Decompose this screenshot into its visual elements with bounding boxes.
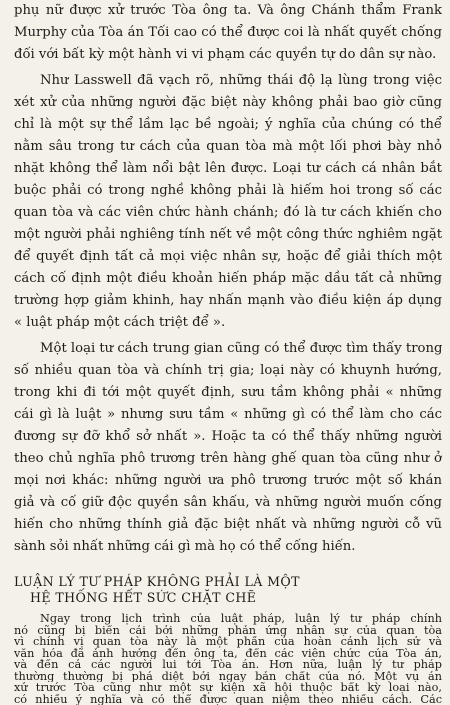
text-line: giả và cố giữ độc quyền sân khấu, và những người muốn cống [14,495,442,510]
text-line: Một loại tư cách trung gian cũng có thể được tìm thấy trong [40,341,442,356]
text-line: có nhiều ý nghĩa và có thể được quan niệm theo nhiều cách. Các [14,693,442,705]
text-line: và đến cả các người lui tới Tòa án. Hơn nữa, luận lý tư pháp [14,659,442,671]
section-heading: LUẬN LÝ TƯ PHÁP KHÔNG PHẢI LÀ MỘT [14,574,300,589]
text-line: cách cố định một điều khoản hiến pháp mặc dầu tất cả những [14,271,442,286]
text-line: sành sỏi nhất những cái gì mà họ có thể cống hiến. [14,539,356,554]
text-line: trong khi đi tới một quyết định, sưu tầm không phải « những [14,385,442,400]
text-line: mọi nơi khác: những người ưa phô trương trước một số khán [14,473,442,488]
text-line: đối với bất kỳ một hành vi vi phạm các quyền tự do dân sự nào. [14,47,437,62]
text-line: xét xử của những người đặc biệt này không phải bao giờ cũng [14,95,442,110]
text-line: buộc phải có trong nghề không phải là hiếm hoi trong số các [14,183,442,198]
text-line: phụ nữ được xử trước Tòa ông ta. Và ông Chánh thẩm Frank [14,3,442,18]
text-line: chỉ là một sự thể lầm lạc bề ngoài; ý nghĩa của chúng có thể [14,117,442,132]
text-line: nằm sâu trong tư cách của quan tòa mà một lối phơi bày nhỏ [14,139,442,154]
text-line: « luật pháp một cách triệt để ». [14,315,226,330]
text-line: xử trước Tòa cũng như một sự kiện xã hội thuộc bất kỳ loại nào, [14,682,442,694]
text-line: hiến cho những thính giả đặc biệt nhất và những người cỗ vũ [14,517,442,532]
text-line: thường thường bị phá diệt bởi ngay bản chất của nó. Một vụ án [14,670,442,682]
text-line: cái gì là luật » nhưng sưu tầm « những gì có thể làm cho các [14,407,442,422]
text-line: số nhiều quan tòa và chính trị gia; loại này có khuynh hướng, [14,363,442,378]
text-line: quan tòa và các viên chức hành chánh; đó là tư cách khiến cho [14,205,442,220]
text-line: nhặt không thể làm nổi bật lên được. Loại tư cách cá nhân bắt [14,161,442,176]
text-line: Ngay trong lịch trình của luật pháp, luận lý tư pháp chính [40,613,442,625]
text-line: Murphy của Tòa án Tối cao có thể được coi là nhất quyết chống [14,25,442,40]
text-line: một người phải nghiêng tính nết về một công thức nghiêm ngặt [14,227,442,242]
text-line: theo chủ nghĩa phô trương trên hàng ghế quan tòa cũng như ở [14,451,442,466]
text-line: vì chính vị quan tòa này là một phần của hoàn cảnh lịch sử và [14,636,442,648]
text-line: để quyết định tất cả mọi việc nhân sự, hoặc để giải thích một [14,249,442,264]
text-line: đương sự đỡ khổ sở nhất ». Hoặc ta có thể thấy những người [14,429,442,444]
text-line: trường hợp giảm khinh, hay nhấn mạnh vào điều kiện áp dụng [14,293,442,308]
text-line: Như Lasswell đã vạch rõ, những thái độ lạ lùng trong việc [40,73,442,88]
text-line: nó cũng bị biến cải bởi những phản ứng nhân sự của quan tòa [14,624,442,636]
text-line: văn hóa đã ảnh hưởng đến ông ta, đến các viên chức của Tòa án, [14,647,442,659]
section-heading: HỆ THỐNG HẾT SỨC CHẶT CHẼ [30,590,257,605]
